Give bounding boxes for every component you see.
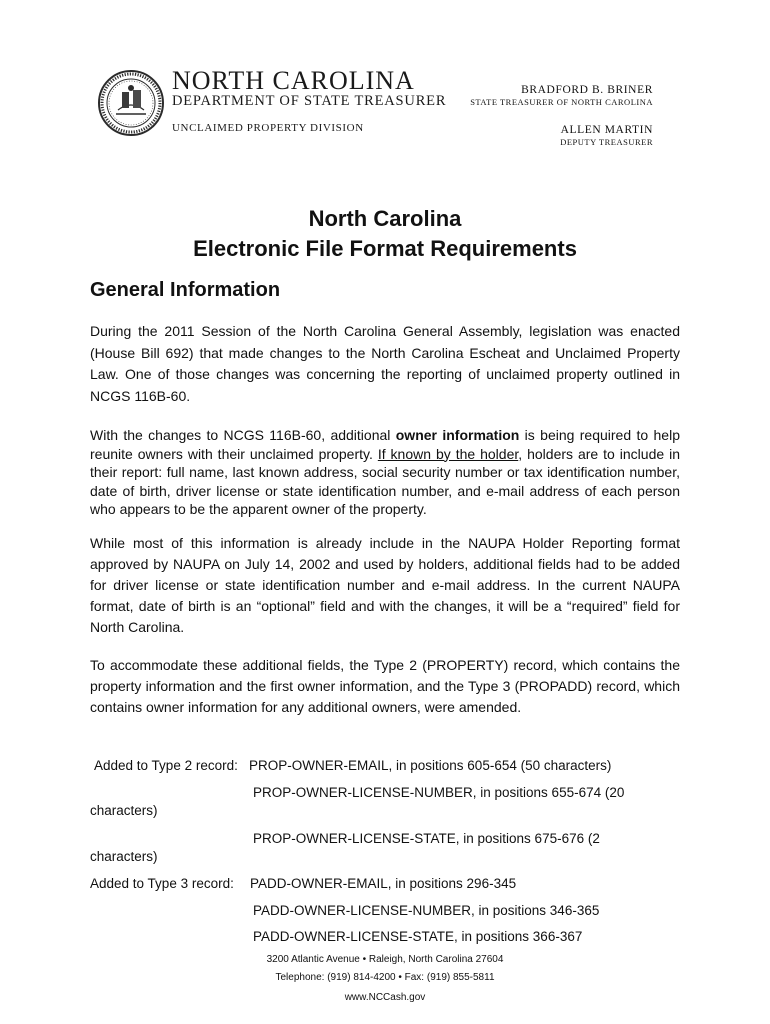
deputy-name: ALLEN MARTIN: [560, 124, 653, 136]
org-name: NORTH CAROLINA: [172, 66, 415, 95]
known-by-holder-emphasis: If known by the holder: [377, 445, 519, 462]
document-title-line1: North Carolina: [308, 206, 462, 231]
deputy-block: [560, 124, 653, 148]
type3-email-field: PADD-OWNER-EMAIL, in positions 296-345: [250, 876, 517, 891]
footer-phone: Telephone: (919) 814-4200 • Fax: (919) 855-5811: [275, 972, 495, 983]
type2-email-field: PROP-OWNER-EMAIL, in positions 605-654 (50 characters): [249, 758, 612, 773]
type3-license-number-field: PADD-OWNER-LICENSE-NUMBER, in positions 346-365: [253, 903, 600, 918]
type2-license-state-wrap: characters): [90, 849, 158, 864]
treasurer-title: STATE TREASURER OF NORTH CAROLINA: [470, 97, 653, 107]
type3-license-state-field: PADD-OWNER-LICENSE-STATE, in positions 366-367: [253, 929, 583, 944]
treasurer-block: [470, 84, 653, 108]
footer-website: www.NCCash.gov: [344, 992, 426, 1003]
state-seal-icon: [98, 70, 164, 136]
division-name: UNCLAIMED PROPERTY DIVISION: [172, 122, 364, 134]
paragraph-owner-info-text: is being required to help reunite owners with their unclaimed property.: [90, 427, 680, 462]
paragraph-owner-info-text: With the changes to NCGS 116B-60, additional: [90, 427, 396, 443]
type2-label: Added to Type 2 record:: [94, 758, 238, 773]
paragraph-owner-info-text: , holders are to include in their report: full name, last known address, social security number or tax identification number, date of birth, driver license or state identification number, and e-mail address of each person who appears to be the apparent owner of the property.: [90, 445, 680, 517]
owner-information-emphasis: owner information: [395, 427, 520, 443]
footer-address: 3200 Atlantic Avenue • Raleigh, North Carolina 27604: [266, 954, 504, 965]
treasurer-name: BRADFORD B. BRINER: [521, 84, 653, 96]
type2-license-number-field: PROP-OWNER-LICENSE-NUMBER, in positions 655-674 (20: [253, 785, 625, 800]
type3-label: Added to Type 3 record:: [90, 876, 234, 891]
type2-license-state-field: PROP-OWNER-LICENSE-STATE, in positions 675-676 (2: [253, 831, 600, 846]
paragraph-record-amendments: To accommodate these additional fields, the Type 2 (PROPERTY) record, which contains the property information and the first owner information, and the Type 3 (PROPADD) record, which contains owner information for any additional owners, were amended.: [90, 657, 680, 715]
deputy-title: DEPUTY TREASURER: [560, 137, 653, 147]
document-title-line2: Electronic File Format Requirements: [193, 236, 577, 261]
paragraph-naupa-format: While most of this information is already include in the NAUPA Holder Reporting format approved by NAUPA on July 14, 2002 and used by holders, additional fields had to be added for driver license or state identification number and e-mail address. In the current NAUPA format, date of birth is an “optional” field and with the changes, it will be a “required” field for North Carolina.: [90, 535, 680, 635]
section-heading: General Information: [90, 279, 281, 301]
paragraph-owner-info: [90, 426, 680, 519]
paragraph-legislation: During the 2011 Session of the North Carolina General Assembly, legislation was enacted (House Bill 692) that made changes to the North Carolina Escheat and Unclaimed Property Law. One of those changes was concerning the reporting of unclaimed property outlined in NCGS 116B-60.: [90, 323, 680, 404]
type2-license-number-wrap: characters): [90, 803, 158, 818]
department-name: DEPARTMENT OF STATE TREASURER: [172, 93, 447, 109]
